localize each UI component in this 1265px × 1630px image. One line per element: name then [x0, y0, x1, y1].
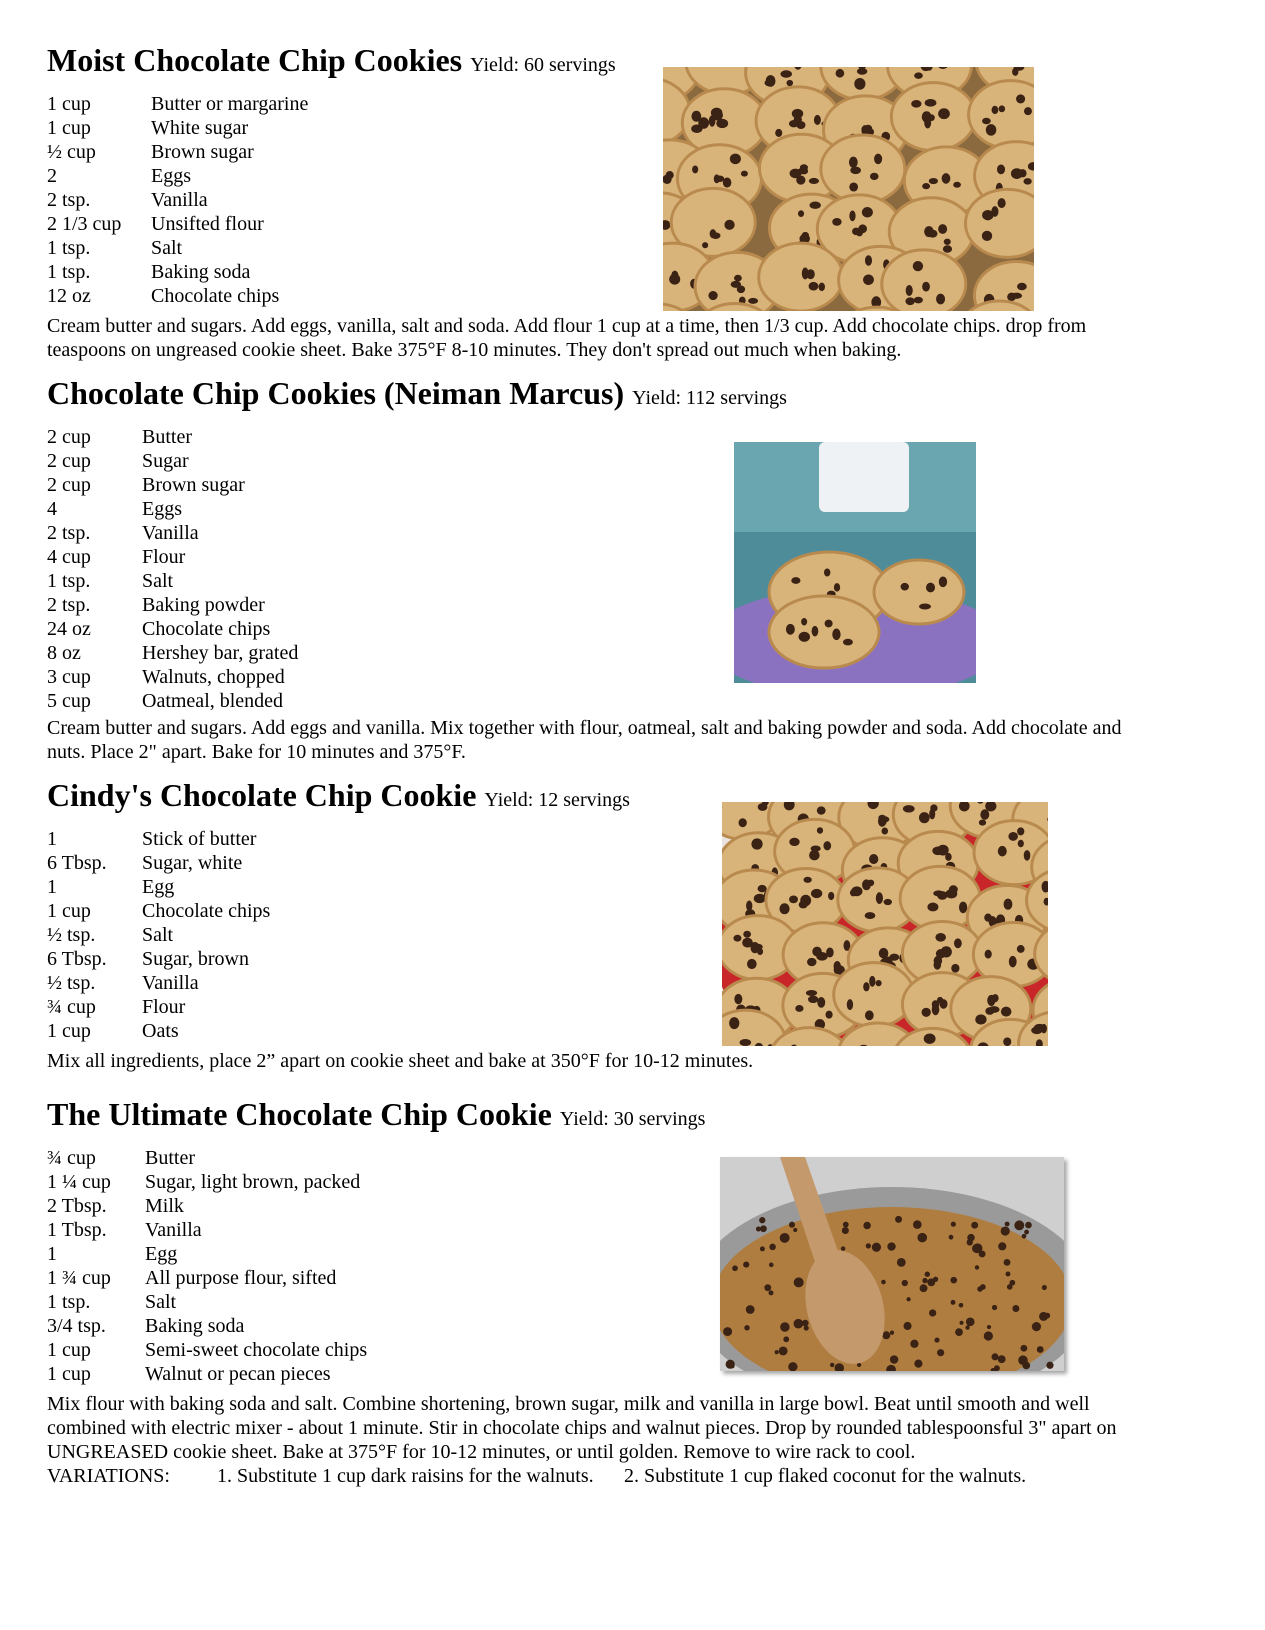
ingredient-item: Vanilla: [142, 972, 199, 994]
ingredient-qty: 1 cup: [47, 1339, 91, 1361]
ingredient-item: Eggs: [142, 498, 182, 520]
ingredient-item: Unsifted flour: [151, 213, 264, 235]
recipe-directions: Mix all ingredients, place 2” apart on cookie sheet and bake at 350°F for 10-12 minutes.: [47, 1050, 754, 1072]
ingredient-item: Baking soda: [145, 1315, 245, 1337]
ingredient-qty: 2 tsp.: [47, 522, 91, 544]
ingredient-item: Egg: [145, 1243, 178, 1265]
ingredient-qty: 5 cup: [47, 690, 91, 712]
recipe-yield: Yield: 112 servings: [632, 387, 787, 409]
recipe-title: [47, 1096, 705, 1137]
recipe-2: [47, 375, 1122, 763]
recipe-title-text: Chocolate Chip Cookies (Neiman Marcus): [47, 375, 625, 411]
recipe-directions: Cream butter and sugars. Add eggs, vanilla, salt and soda. Add flour 1 cup at a time, then 1/3 cup. Add chocolate chips. drop from teaspoons on ungreased cookie sheet. Bake 375°F 8-10 minutes. They don't spread out much when baking.: [47, 315, 1087, 361]
ingredient-item: Chocolate chips: [151, 285, 280, 307]
ingredient-item: Chocolate chips: [142, 900, 271, 922]
ingredient-item: Salt: [151, 237, 183, 259]
ingredient-item: Salt: [142, 924, 174, 946]
ingredient-qty: 2 tsp.: [47, 189, 91, 211]
ingredient-item: Baking soda: [151, 261, 251, 283]
ingredient-item: Sugar, light brown, packed: [145, 1171, 361, 1193]
ingredient-qty: 3/4 tsp.: [47, 1315, 106, 1337]
ingredient-item: Oatmeal, blended: [142, 690, 284, 712]
recipe-title-text: The Ultimate Chocolate Chip Cookie: [47, 1096, 552, 1132]
ingredient-qty: 6 Tbsp.: [47, 852, 107, 874]
ingredient-qty: 3 cup: [47, 666, 91, 688]
ingredient-item: Egg: [142, 876, 175, 898]
directions-text: Mix flour with baking soda and salt. Combine shortening, brown sugar, milk and vanilla in large bowl. Beat until smooth and well combined with electric mixer - about 1 minute. Stir in chocolate chips and walnut pieces. Drop by rounded tablespoonsful 3" apart on UNGREASED cookie sheet. Bake at 375°F for 10-12 minutes, or until golden. Remove to wire rack to cool.: [47, 1393, 1117, 1463]
ingredient-qty: 2 cup: [47, 450, 91, 472]
ingredient-qty: 2 cup: [47, 474, 91, 496]
ingredient-qty: 2: [47, 165, 57, 187]
ingredient-qty: 1 tsp.: [47, 237, 91, 259]
ingredient-item: Milk: [145, 1195, 184, 1217]
variation-2: 2. Substitute 1 cup flaked coconut for the walnuts.: [624, 1465, 1027, 1487]
ingredient-qty: ½ tsp.: [47, 972, 96, 994]
recipe-yield: Yield: 12 servings: [484, 789, 630, 811]
ingredient-qty: 6 Tbsp.: [47, 948, 107, 970]
ingredient-qty: 1 cup: [47, 1363, 91, 1385]
ingredient-item: Stick of butter: [142, 828, 257, 850]
ingredient-qty: 24 oz: [47, 618, 91, 640]
ingredient-item: Vanilla: [142, 522, 199, 544]
ingredient-item: Baking powder: [142, 594, 265, 616]
cookies-on-plate-photo: [722, 802, 1048, 1046]
ingredient-item: Walnut or pecan pieces: [145, 1363, 331, 1385]
ingredient-item: Sugar, white: [142, 852, 243, 874]
ingredient-qty: 2 Tbsp.: [47, 1195, 107, 1217]
ingredient-qty: 1 tsp.: [47, 570, 91, 592]
cookies-with-milk-photo: [734, 442, 976, 683]
ingredient-item: Butter or margarine: [151, 93, 309, 115]
ingredient-qty: 4: [47, 498, 57, 520]
recipe-title: [47, 777, 630, 818]
ingredient-item: Salt: [142, 570, 174, 592]
recipe-directions: [47, 1392, 1132, 1488]
ingredient-qty: 12 oz: [47, 285, 91, 307]
recipe-yield: Yield: 60 servings: [470, 54, 616, 76]
ingredient-qty: 2 cup: [47, 426, 91, 448]
ingredient-item: Butter: [145, 1147, 195, 1169]
ingredient-item: Chocolate chips: [142, 618, 271, 640]
recipe-yield: Yield: 30 servings: [559, 1108, 706, 1130]
ingredient-qty: 1 cup: [47, 1020, 91, 1042]
ingredient-item: Eggs: [151, 165, 191, 187]
ingredient-qty: 4 cup: [47, 546, 91, 568]
ingredient-item: Brown sugar: [142, 474, 245, 496]
ingredient-item: Oats: [142, 1020, 179, 1042]
recipe-1: [47, 42, 1087, 361]
cookie-dough-bowl-photo: [720, 1157, 1064, 1371]
ingredient-item: Hershey bar, grated: [142, 642, 299, 664]
ingredient-qty: ½ tsp.: [47, 924, 96, 946]
ingredient-item: Semi-sweet chocolate chips: [145, 1339, 368, 1361]
recipe-directions: Cream butter and sugars. Add eggs and vanilla. Mix together with flour, oatmeal, salt and baking powder and soda. Add chocolate and nuts. Place 2" apart. Bake for 10 minutes and 375°F.: [47, 717, 1122, 763]
ingredient-item: Flour: [142, 546, 186, 568]
ingredient-qty: 1 ¾ cup: [47, 1267, 111, 1289]
recipe-title-text: Moist Chocolate Chip Cookies: [47, 42, 463, 78]
ingredient-qty: 1 Tbsp.: [47, 1219, 107, 1241]
ingredient-qty: 1 ¼ cup: [47, 1171, 111, 1193]
ingredient-qty: 1 cup: [47, 117, 91, 139]
ingredient-item: Vanilla: [145, 1219, 202, 1241]
ingredient-qty: 1 cup: [47, 900, 91, 922]
ingredient-item: Sugar, brown: [142, 948, 249, 970]
recipe-title: [47, 375, 787, 416]
ingredient-qty: 2 tsp.: [47, 594, 91, 616]
ingredient-item: Flour: [142, 996, 186, 1018]
variation-1: 1. Substitute 1 cup dark raisins for the walnuts.: [217, 1465, 594, 1487]
recipe-title: [47, 42, 616, 83]
ingredient-qty: 1: [47, 876, 57, 898]
ingredient-item: Salt: [145, 1291, 177, 1313]
ingredient-qty: 1: [47, 828, 57, 850]
recipe-3: [47, 777, 754, 1072]
ingredient-qty: ¾ cup: [47, 1147, 96, 1169]
ingredient-item: Brown sugar: [151, 141, 254, 163]
ingredient-qty: 1: [47, 1243, 57, 1265]
ingredient-qty: 2 1/3 cup: [47, 213, 122, 235]
ingredient-item: Walnuts, chopped: [142, 666, 285, 688]
ingredient-qty: 1 cup: [47, 93, 91, 115]
ingredient-qty: 1 tsp.: [47, 261, 91, 283]
ingredient-qty: ½ cup: [47, 141, 96, 163]
recipe-4: [47, 1096, 1117, 1487]
recipe-title-text: Cindy's Chocolate Chip Cookie: [47, 777, 477, 813]
cookies-photo-1: [663, 67, 1034, 311]
ingredient-qty: ¾ cup: [47, 996, 96, 1018]
ingredient-qty: 1 tsp.: [47, 1291, 91, 1313]
ingredient-qty: 8 oz: [47, 642, 81, 664]
variations-label: VARIATIONS:: [47, 1465, 170, 1487]
ingredient-item: Butter: [142, 426, 192, 448]
ingredient-item: White sugar: [151, 117, 249, 139]
ingredient-item: Sugar: [142, 450, 189, 472]
ingredient-item: Vanilla: [151, 189, 208, 211]
ingredient-item: All purpose flour, sifted: [145, 1267, 337, 1289]
